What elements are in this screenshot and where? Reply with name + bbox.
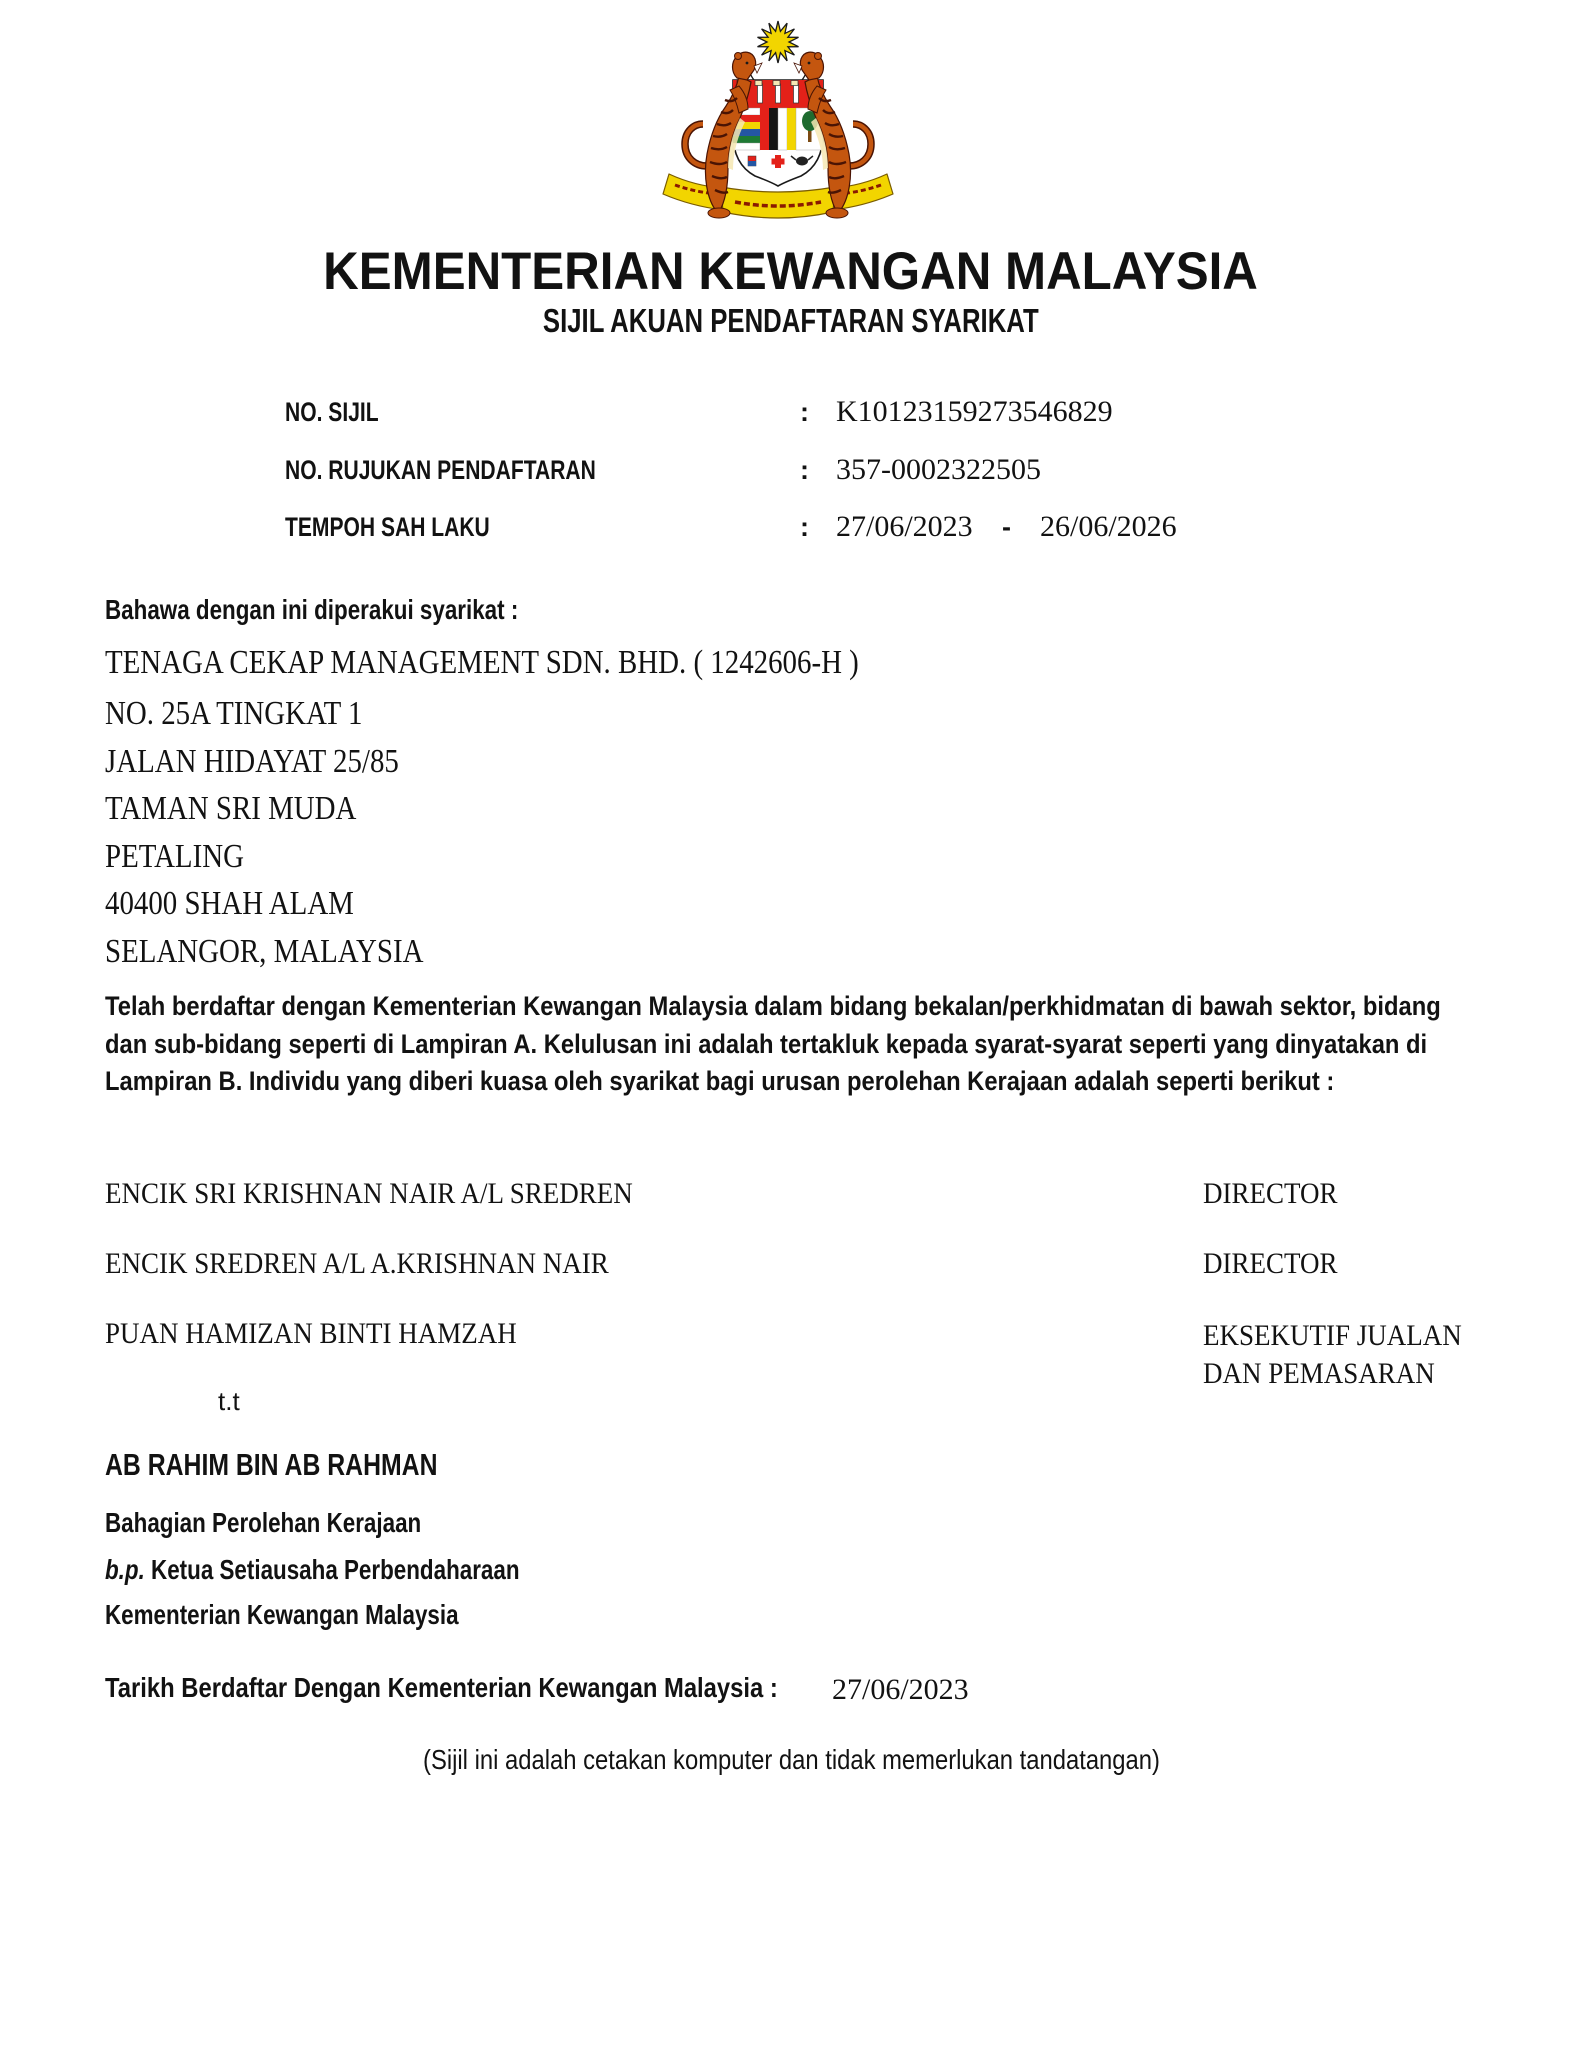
paragraph-line: Lampiran B. Individu yang diberi kuasa oleh syarikat bagi urusan perolehan Kerajaan adalah seperti berikut :: [105, 1066, 1335, 1096]
signature-tt-mark: t.t: [218, 1386, 240, 1416]
paragraph-line: Telah berdaftar dengan Kementerian Kewangan Malaysia dalam bidang bekalan/perkhidmatan di bawah sektor, bidang: [105, 991, 1441, 1021]
ministry-title-text: KEMENTERIAN KEWANGAN MALAYSIA: [323, 242, 1259, 301]
representative-role: [1203, 1317, 1491, 1393]
paragraph-line: dan sub-bidang seperti di Lampiran A. Kelulusan ini adalah tertakluk kepada syarat-syarat seperti yang dinyatakan di: [105, 1028, 1428, 1059]
certificate-number-value: K10123159273546829: [836, 395, 1113, 428]
colon-separator: :: [800, 512, 809, 542]
certificate-title-text: SIJIL AKUAN PENDAFTARAN SYARIKAT: [543, 302, 1039, 339]
address-line: JALAN HIDAYAT 25/85: [105, 742, 399, 780]
representative-role: DIRECTOR: [1203, 1247, 1338, 1280]
bp-title: Ketua Setiausaha Perbendaharaan: [144, 1554, 520, 1585]
bp-abbreviation: b.p.: [105, 1554, 145, 1585]
validity-period-label: TEMPOH SAH LAKU: [285, 512, 490, 542]
registration-reference-value: 357-0002322505: [836, 453, 1041, 486]
address-line: SELANGOR, MALAYSIA: [105, 932, 424, 970]
role-line: EKSEKUTIF JUALAN: [1203, 1319, 1462, 1352]
address-line: PETALING: [105, 837, 244, 875]
representative-name: ENCIK SRI KRISHNAN NAIR A/L SREDREN: [105, 1177, 633, 1210]
representative-name: ENCIK SREDREN A/L A.KRISHNAN NAIR: [105, 1247, 609, 1280]
federal-star-icon: [758, 21, 799, 63]
colon-separator: :: [800, 397, 809, 427]
declaration-intro: Bahawa dengan ini diperakui syarikat :: [105, 594, 519, 625]
address-line: 40400 SHAH ALAM: [105, 885, 354, 923]
certificate-title: [0, 302, 1582, 340]
role-line: DAN PEMASARAN: [1203, 1357, 1435, 1390]
address-line: TAMAN SRI MUDA: [105, 790, 357, 828]
signatory-on-behalf: [105, 1546, 623, 1593]
signatory-ministry: Kementerian Kewangan Malaysia: [105, 1599, 459, 1630]
representative-name: PUAN HAMIZAN BINTI HAMZAH: [105, 1317, 517, 1350]
address-line: NO. 25A TINGKAT 1: [105, 695, 363, 732]
computer-printout-note: (Sijil ini adalah cetakan komputer dan tidak memerlukan tandatangan): [422, 1744, 1160, 1775]
certificate-number-label: NO. SIJIL: [285, 397, 379, 427]
ministry-title: [0, 241, 1582, 302]
validity-from-date: 27/06/2023: [836, 510, 973, 543]
malaysia-coat-of-arms: [633, 16, 923, 228]
company-name: TENAGA CEKAP MANAGEMENT SDN. BHD. ( 1242606-H ): [105, 644, 859, 681]
registered-date-value: 27/06/2023: [832, 1673, 969, 1706]
registered-date-label: Tarikh Berdaftar Dengan Kementerian Kewangan Malaysia :: [105, 1672, 778, 1703]
company-address: [105, 690, 480, 976]
registration-reference-label: NO. RUJUKAN PENDAFTARAN: [285, 455, 596, 485]
representative-role: DIRECTOR: [1203, 1177, 1338, 1210]
colon-separator: :: [800, 455, 809, 485]
date-range-dash: -: [1002, 512, 1011, 542]
validity-to-date: 26/06/2026: [1040, 510, 1177, 543]
signatory-name: AB RAHIM BIN AB RAHMAN: [105, 1447, 438, 1482]
signatory-department: Bahagian Perolehan Kerajaan: [105, 1507, 422, 1538]
registration-paragraph: [105, 988, 1582, 1101]
